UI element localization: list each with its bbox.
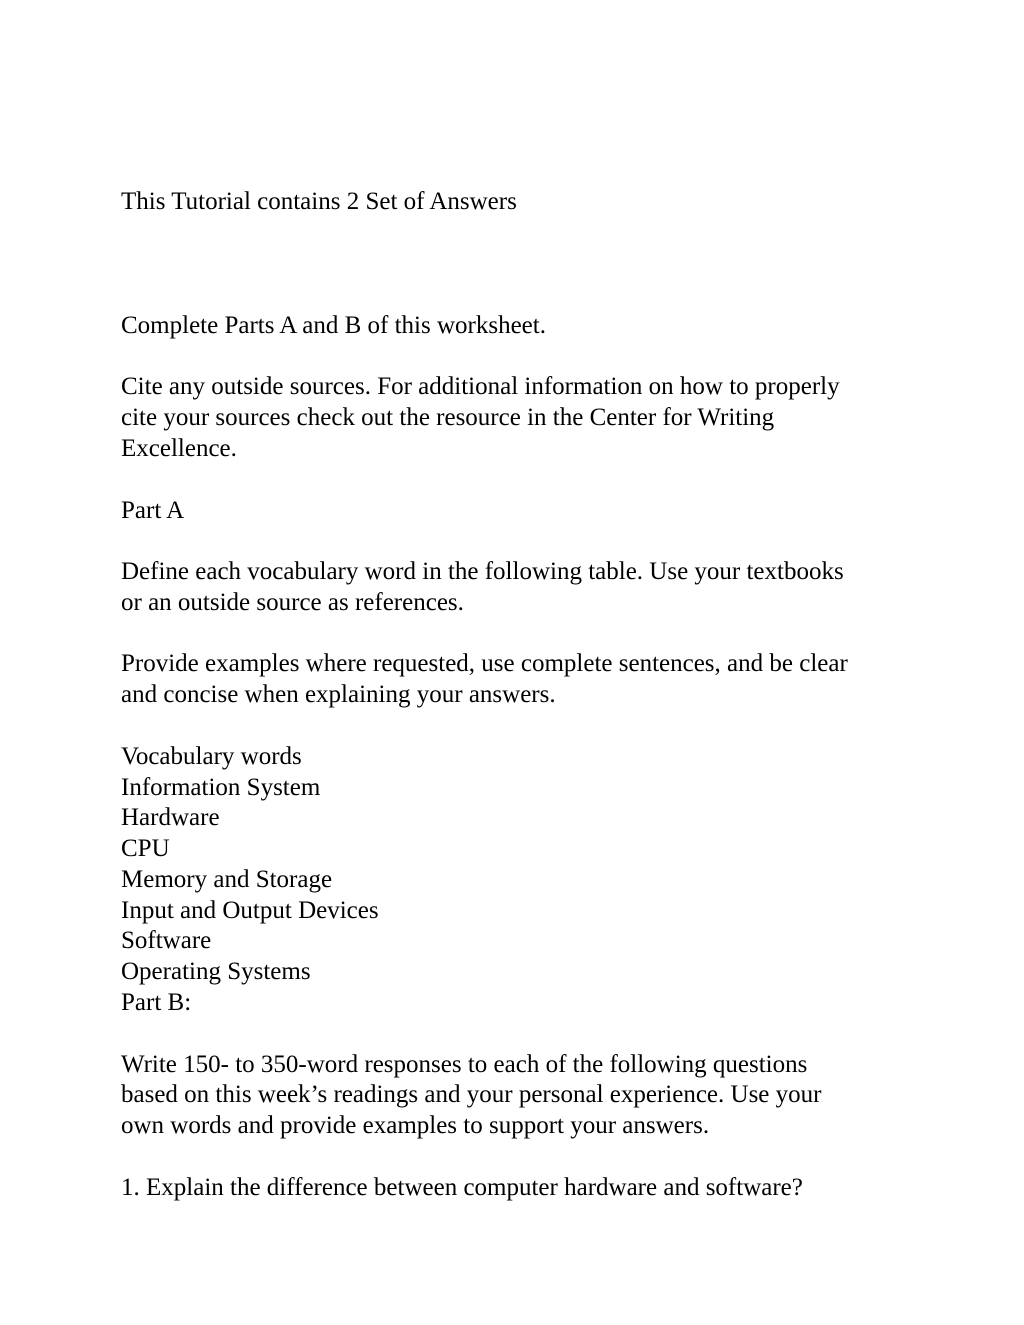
provide-line-2: and concise when explaining your answers. (121, 681, 556, 708)
question-1: 1. Explain the difference between computer hardware and software? (121, 1174, 803, 1201)
provide-line-1: Provide examples where requested, use complete sentences, and be clear (121, 650, 848, 677)
vocabulary-item: Hardware (121, 804, 220, 831)
part-a-heading: Part A (121, 497, 185, 524)
define-line-2: or an outside source as references. (121, 589, 464, 616)
cite-line-1: Cite any outside sources. For additional information on how to properly (121, 373, 840, 400)
vocabulary-item: Input and Output Devices (121, 897, 379, 924)
vocabulary-item: Memory and Storage (121, 866, 333, 893)
vocabulary-item: Information System (121, 774, 321, 801)
cite-line-2: cite your sources check out the resource in the Center for Writing (121, 404, 775, 431)
define-line-1: Define each vocabulary word in the following table. Use your textbooks (121, 558, 844, 585)
vocabulary-item: Operating Systems (121, 958, 311, 985)
part-b-heading: Part B: (121, 989, 192, 1016)
write-line-1: Write 150- to 350-word responses to each of the following questions (121, 1051, 808, 1078)
write-line-3: own words and provide examples to support your answers. (121, 1112, 710, 1139)
cite-line-3: Excellence. (121, 435, 237, 462)
write-line-2: based on this week’s readings and your personal experience. Use your (121, 1081, 822, 1108)
vocabulary-item: CPU (121, 835, 170, 862)
vocabulary-item: Software (121, 927, 212, 954)
instructions-text: Complete Parts A and B of this worksheet. (121, 312, 546, 339)
tutorial-intro: This Tutorial contains 2 Set of Answers (121, 188, 517, 215)
vocabulary-heading: Vocabulary words (121, 743, 302, 770)
